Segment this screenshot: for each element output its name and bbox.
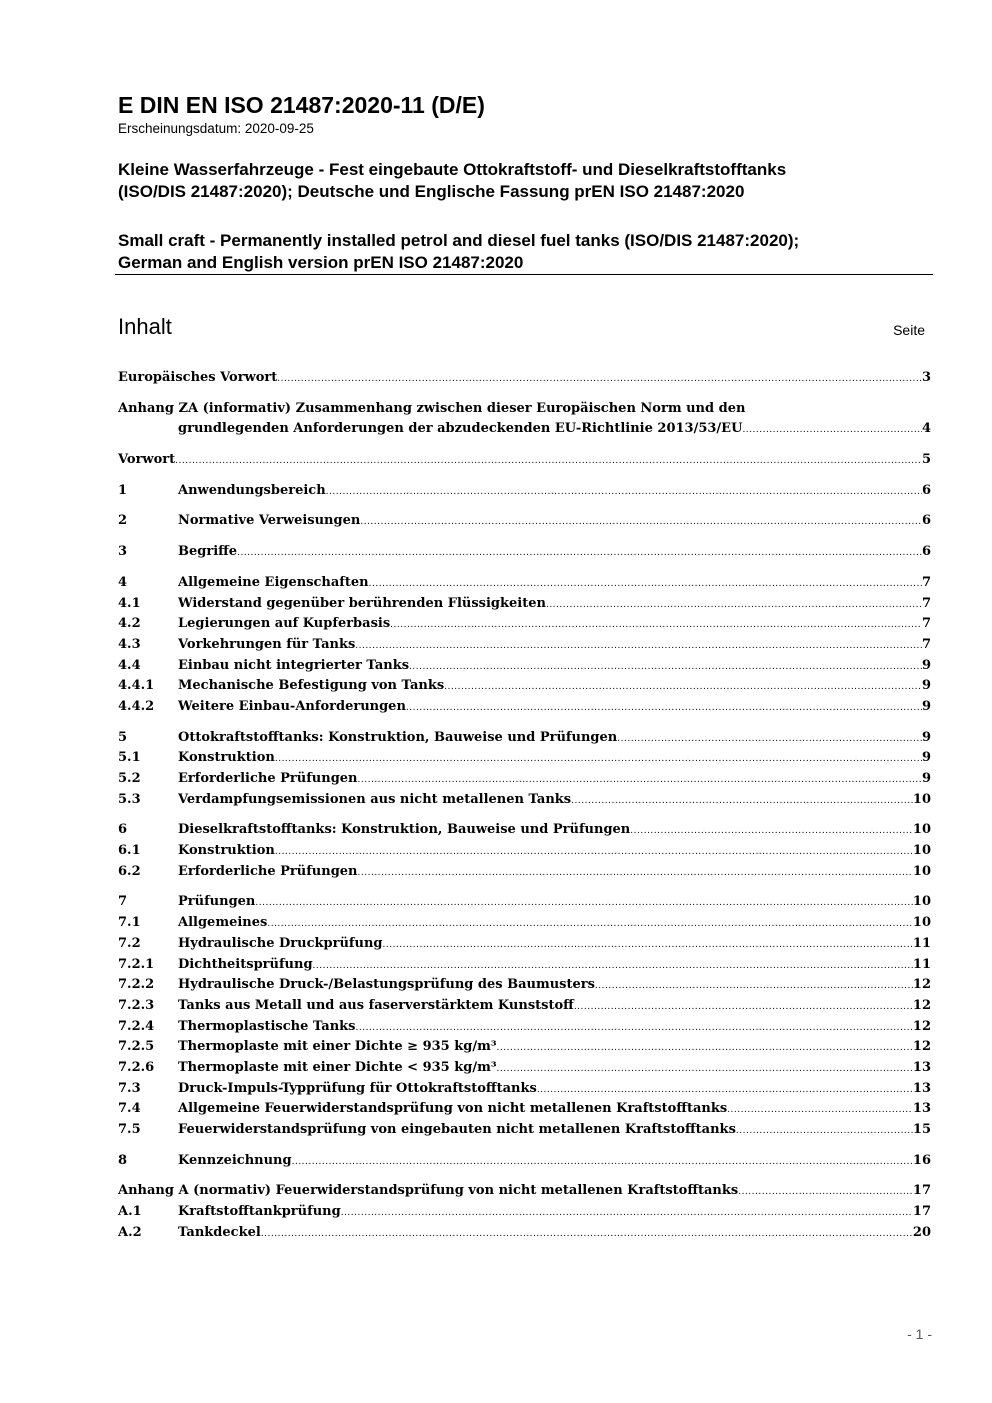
toc-entry-title: Allgemeine Feuerwiderstandsprüfung von nicht metallenen Kraftstofftanks: [178, 1101, 728, 1117]
toc-leader-dots: [326, 487, 922, 497]
toc-entry-title: Erforderliche Prüfungen: [178, 863, 358, 879]
toc-leader-dots: [313, 961, 913, 971]
toc-entry[interactable]: [118, 1060, 931, 1081]
toc-entry[interactable]: [118, 998, 931, 1019]
toc-entry-number: 4.4.1: [118, 678, 155, 694]
toc-leader-dots: [358, 868, 913, 878]
toc-entry-title: Weitere Einbau-Anforderungen: [178, 698, 406, 714]
toc-entry-number: 5.1: [118, 750, 141, 766]
toc-entry-number: 1: [118, 482, 128, 498]
toc-entry-page: 11: [912, 935, 931, 951]
toc-leader-dots: [267, 919, 913, 929]
toc-entry-title: grundlegenden Anforderungen der abzudeckenden EU-Richtlinie 2013/53/EU: [178, 421, 743, 437]
toc-entry-page: 10: [912, 843, 931, 859]
toc-leader-dots: [356, 1023, 913, 1033]
title-german-line: Kleine Wasserfahrzeuge - Fest eingebaute Ottokraftstoff- und Dieselkraftstofftanks: [118, 160, 787, 179]
toc-entry-number: 7.5: [118, 1122, 141, 1137]
toc-entry[interactable]: [118, 1183, 931, 1204]
toc-entry[interactable]: [118, 822, 931, 843]
toc-entry[interactable]: [118, 616, 931, 637]
toc-entry-number: 8: [118, 1152, 128, 1168]
toc-leader-dots: [277, 374, 922, 384]
toc-entry-number: 2: [118, 513, 128, 529]
toc-entry-title: Legierungen auf Kupferbasis: [178, 616, 391, 632]
toc-entry-title: Europäisches Vorwort: [118, 370, 278, 385]
toc-entry-number: 6.1: [118, 843, 141, 859]
toc-entry-number: 4.3: [118, 636, 141, 652]
toc-entry[interactable]: [118, 1081, 931, 1102]
toc-entry-page: 13: [912, 1059, 931, 1075]
toc-entry-page: 12: [912, 1018, 931, 1034]
toc-entry[interactable]: [118, 750, 931, 771]
toc-entry-number: 7.2.1: [118, 956, 155, 972]
toc-leader-dots: [630, 826, 913, 836]
toc-entry-page: 10: [912, 791, 931, 807]
toc-entry-number: 5: [118, 729, 128, 745]
toc-entry-title: Verdampfungsemissionen aus nicht metallenen Tanks: [178, 791, 572, 807]
toc-leader-dots: [382, 940, 912, 950]
toc-entry-page: 10: [912, 915, 931, 931]
toc-leader-dots: [497, 1043, 913, 1053]
toc-entry[interactable]: [118, 678, 931, 699]
toc-leader-dots: [237, 548, 922, 558]
toc-entry-page: 13: [912, 1080, 931, 1096]
toc-entry[interactable]: [118, 370, 931, 391]
toc-entry-page: 7: [921, 574, 931, 590]
toc-entry-title: Thermoplaste mit einer Dichte ≥ 935 kg/m³: [178, 1039, 497, 1055]
toc-entry[interactable]: [118, 452, 931, 473]
toc-entry-page: 6: [921, 513, 931, 529]
toc-entry-page: 6: [921, 544, 931, 560]
toc-entry-page: 10: [912, 822, 931, 838]
toc-entry-page: 20: [912, 1224, 931, 1240]
toc-leader-dots: [369, 579, 922, 589]
toc-entry-page: 7: [921, 616, 931, 632]
toc-entry[interactable]: [118, 1101, 931, 1122]
toc-leader-dots: [255, 898, 913, 908]
toc-entry-title: Tankdeckel: [178, 1224, 261, 1240]
toc-entry-title: Thermoplastische Tanks: [178, 1018, 356, 1034]
toc-leader-dots: [275, 754, 922, 764]
toc-entry[interactable]: [118, 544, 931, 565]
toc-leader-dots: [390, 620, 922, 630]
toc-entry-title: Vorwort: [118, 452, 176, 468]
toc-entry-title: Allgemeines: [178, 915, 268, 931]
toc-leader-dots: [406, 703, 922, 713]
title-english-line: Small craft - Permanently installed petrol and diesel fuel tanks (ISO/DIS 21487:2020);: [118, 231, 800, 250]
toc-entry-number: 4.1: [118, 595, 141, 611]
toc-entry-page: 6: [921, 482, 931, 498]
page-column-label: Seite: [893, 322, 925, 338]
toc-entry-page: 9: [921, 771, 931, 786]
toc-leader-dots: [497, 1064, 913, 1074]
toc-entry[interactable]: [118, 1122, 931, 1143]
toc-entry-page: 13: [912, 1101, 931, 1117]
toc-entry-page: 9: [921, 729, 931, 745]
toc-leader-dots: [355, 641, 922, 651]
toc-entry-number: 7.2.4: [118, 1018, 155, 1034]
toc-entry[interactable]: [118, 730, 931, 751]
toc-entry-title: Konstruktion: [178, 843, 275, 859]
title-english: [118, 230, 938, 274]
toc-entry[interactable]: [118, 658, 931, 679]
toc-entry-number: 3: [118, 544, 128, 560]
toc-entry-number: 5.3: [118, 791, 141, 807]
toc-entry-page: 17: [912, 1183, 931, 1199]
toc-entry-number: 7.2.5: [118, 1039, 155, 1055]
toc-leader-dots: [736, 1126, 913, 1136]
toc-entry-title: Kraftstofftankprüfung: [178, 1204, 341, 1220]
toc-entry-page: 12: [912, 1039, 931, 1055]
toc-entry-page: 9: [921, 657, 931, 673]
table-of-contents: [118, 370, 931, 1245]
toc-entry-number: 7.1: [118, 915, 141, 931]
toc-entry[interactable]: [118, 1019, 931, 1040]
toc-entry-page: 5: [921, 452, 931, 468]
toc-entry[interactable]: [118, 637, 931, 658]
toc-leader-dots: [574, 1002, 913, 1012]
toc-entry-title: Hydraulische Druck-/Belastungsprüfung des Baumusters: [178, 977, 595, 993]
toc-leader-dots: [261, 1229, 913, 1239]
toc-leader-dots: [546, 600, 922, 610]
toc-entry-title: Vorkehrungen für Tanks: [178, 636, 356, 652]
toc-leader-dots: [595, 981, 913, 991]
document-title: E DIN EN ISO 21487:2020-11 (D/E): [118, 92, 485, 118]
toc-entry[interactable]: [118, 1225, 931, 1246]
toc-entry[interactable]: [118, 957, 931, 978]
toc-entry-title: Prüfungen: [178, 894, 256, 910]
toc-entry[interactable]: [118, 421, 931, 442]
toc-entry-title: Hydraulische Druckprüfung: [178, 935, 383, 951]
toc-entry-page: 9: [921, 750, 931, 766]
toc-entry-number: 5.2: [118, 771, 141, 786]
toc-leader-dots: [409, 662, 922, 672]
toc-entry[interactable]: [118, 915, 931, 936]
toc-entry-number: 6.2: [118, 863, 141, 879]
toc-entry-number: 7.2.3: [118, 997, 155, 1013]
toc-entry-number: 7.2: [118, 935, 141, 951]
toc-entry-page: 4: [921, 421, 931, 437]
title-english-line: German and English version prEN ISO 21487:2020: [118, 253, 524, 272]
title-divider: [115, 274, 933, 275]
toc-entry-title: Thermoplaste mit einer Dichte < 935 kg/m³: [178, 1059, 497, 1075]
toc-entry[interactable]: [118, 792, 931, 813]
toc-entry-title: Kennzeichnung: [178, 1152, 292, 1168]
toc-entry-annex-za-line1[interactable]: Anhang ZA (informativ) Zusammenhang zwischen dieser Europäischen Norm und den: [118, 400, 746, 416]
toc-entry-page: 16: [912, 1152, 931, 1168]
toc-entry-page: 12: [912, 997, 931, 1013]
toc-leader-dots: [358, 775, 922, 785]
toc-entry-number: 6: [118, 822, 128, 838]
toc-entry-title: Druck-Impuls-Typprüfung für Ottokraftstofftanks: [178, 1080, 537, 1096]
toc-leader-dots: [742, 425, 922, 435]
toc-leader-dots: [275, 847, 913, 857]
toc-entry-number: 7: [118, 894, 128, 910]
toc-entry-number: 7.2.2: [118, 977, 155, 993]
toc-entry-title: Tanks aus Metall und aus faserverstärktem Kunststoff: [178, 997, 574, 1013]
toc-leader-dots: [738, 1187, 913, 1197]
toc-entry-number: 4: [118, 574, 128, 590]
toc-entry[interactable]: [118, 894, 931, 915]
toc-entry-title: Feuerwiderstandsprüfung von eingebauten nicht metallenen Kraftstofftanks: [178, 1122, 736, 1137]
toc-entry-number: 7.3: [118, 1080, 141, 1096]
page-number: - 1 -: [907, 1326, 932, 1342]
toc-entry-page: 7: [921, 595, 931, 611]
toc-entry-page: 15: [912, 1122, 931, 1137]
toc-entry[interactable]: [118, 575, 931, 596]
toc-entry-title: Anwendungsbereich: [178, 482, 326, 498]
toc-entry-number: 4.4: [118, 657, 141, 673]
toc-leader-dots: [341, 1208, 913, 1218]
toc-entry[interactable]: [118, 596, 931, 617]
toc-leader-dots: [175, 456, 922, 466]
toc-entry-title: Dichtheitsprüfung: [178, 956, 313, 972]
toc-entry-title: Mechanische Befestigung von Tanks: [178, 678, 445, 694]
toc-entry-title: Anhang A (normativ) Feuerwiderstandsprüfung von nicht metallenen Kraftstofftanks: [118, 1183, 739, 1199]
toc-entry-page: 11: [912, 956, 931, 972]
toc-entry-title: Erforderliche Prüfungen: [178, 771, 358, 786]
toc-entry-page: 9: [921, 698, 931, 714]
title-german-line: (ISO/DIS 21487:2020); Deutsche und Englische Fassung prEN ISO 21487:2020: [118, 182, 745, 201]
toc-entry-title: Konstruktion: [178, 750, 275, 766]
toc-entry-page: 17: [912, 1204, 931, 1220]
toc-entry-page: 3: [921, 370, 931, 385]
toc-entry-page: 10: [912, 863, 931, 879]
toc-entry-page: 12: [912, 977, 931, 993]
toc-entry-number: A.1: [118, 1204, 142, 1220]
toc-leader-dots: [727, 1105, 913, 1115]
toc-leader-dots: [444, 682, 922, 692]
toc-entry[interactable]: [118, 483, 931, 504]
toc-entry[interactable]: [118, 977, 931, 998]
title-german: [118, 159, 938, 203]
toc-entry[interactable]: [118, 699, 931, 720]
toc-entry-number: 7.4: [118, 1101, 141, 1117]
toc-leader-dots: [537, 1085, 913, 1095]
toc-entry-page: 7: [921, 636, 931, 652]
toc-entry[interactable]: [118, 1039, 931, 1060]
toc-entry-title: Begriffe: [178, 544, 238, 560]
toc-entry-title: Allgemeine Eigenschaften: [178, 574, 369, 590]
toc-entry-title: Einbau nicht integrierter Tanks: [178, 657, 410, 673]
toc-entry-number: A.2: [118, 1224, 142, 1240]
toc-entry-page: 10: [912, 894, 931, 910]
toc-entry[interactable]: [118, 513, 931, 534]
toc-entry-number: 7.2.6: [118, 1059, 155, 1075]
toc-leader-dots: [571, 796, 913, 806]
toc-entry[interactable]: [118, 936, 931, 957]
toc-entry-title: Normative Verweisungen: [178, 513, 361, 529]
toc-entry-title: Ottokraftstofftanks: Konstruktion, Bauweise und Prüfungen: [178, 729, 618, 745]
toc-leader-dots: [617, 734, 922, 744]
toc-entry[interactable]: [118, 1153, 931, 1174]
toc-entry-page: 9: [921, 678, 931, 694]
toc-entry[interactable]: [118, 864, 931, 885]
toc-entry-title: Widerstand gegenüber berührenden Flüssigkeiten: [178, 595, 546, 611]
toc-leader-dots: [292, 1157, 913, 1167]
toc-entry[interactable]: [118, 843, 931, 864]
publication-date: Erscheinungsdatum: 2020-09-25: [118, 121, 314, 136]
contents-heading: Inhalt: [118, 314, 172, 339]
toc-entry[interactable]: [118, 1204, 931, 1225]
toc-entry-number: 4.2: [118, 616, 141, 632]
toc-leader-dots: [360, 517, 922, 527]
toc-entry-title: Dieselkraftstofftanks: Konstruktion, Bauweise und Prüfungen: [178, 822, 631, 838]
toc-entry-number: 4.4.2: [118, 698, 155, 714]
toc-entry[interactable]: [118, 771, 931, 792]
